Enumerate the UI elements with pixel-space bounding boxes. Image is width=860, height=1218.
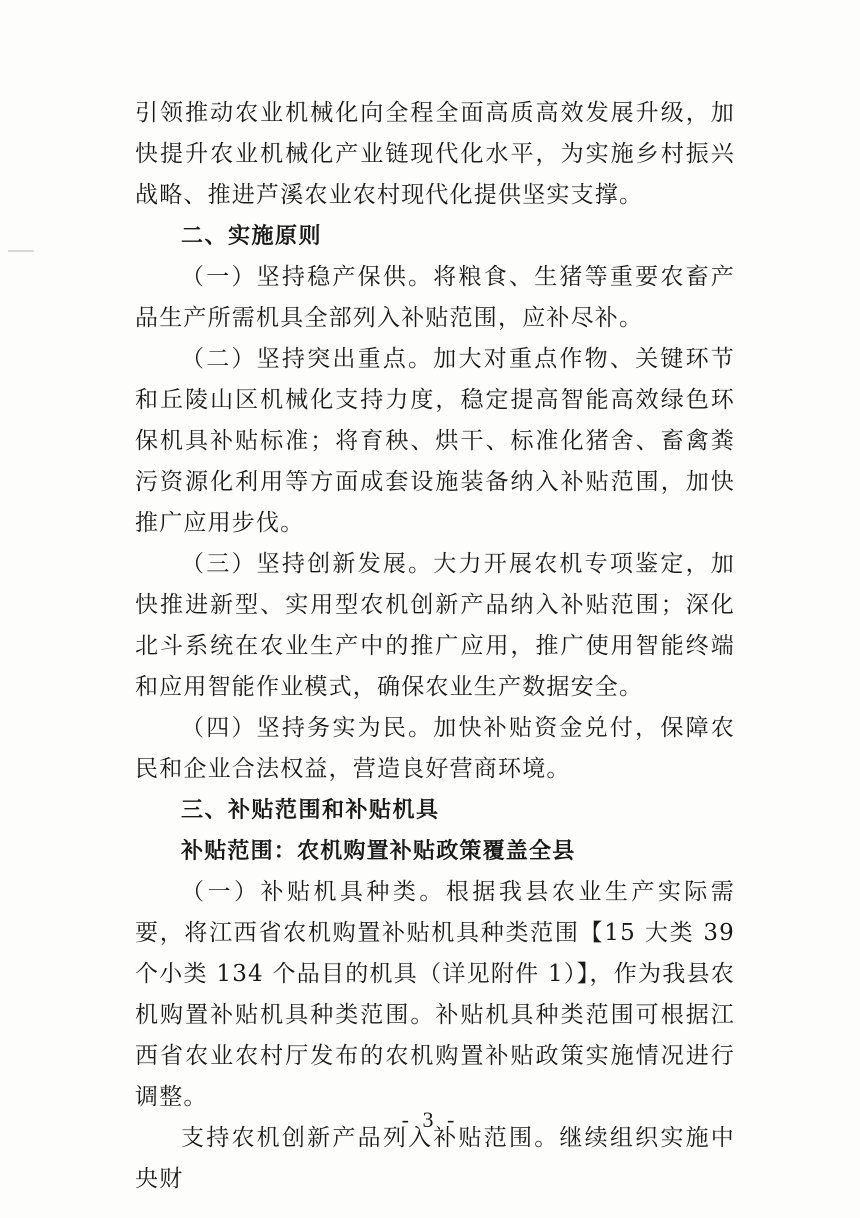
subheading-subsidy-coverage: 补贴范围：农机购置补贴政策覆盖全县: [181, 838, 576, 864]
paragraph-continuation: 引领推动农业机械化向全程全面高质高效发展升级，加快提升农业机械化产业链现代化水平，为实施乡村振兴战略、推进芦溪农业农村现代化提供坚实支撑。: [135, 100, 735, 208]
section-heading-principles: 二、实施原则: [181, 224, 323, 249]
paragraph-principle-4: （四）坚持务实为民。加快补贴资金兑付，保障农民和企业合法权益，营造良好营商环境。: [135, 715, 735, 782]
paragraph-principle-3: （三）坚持创新发展。大力开展农机专项鉴定，加快推进新型、实用型农机创新产品纳入补贴范围；深化北斗系统在农业生产中的推广应用，推广使用智能终端和应用智能作业模式，确保农业生产数据安全。: [135, 551, 735, 700]
paragraph-machinery-types: （一）补贴机具种类。根据我县农业生产实际需要，将江西省农机购置补贴机具种类范围【15 大类 39 个小类 134 个品目的机具（详见附件 1）】，作为我县农机购置补贴机具种类范围。补贴机具种类范围可根据江西省农业农村厅发布的农机购置补贴政策实施情况进行调整。: [135, 879, 735, 1110]
scan-artifact: [8, 250, 34, 252]
document-body: [135, 93, 735, 1200]
page-number: - 3 -: [401, 1107, 459, 1132]
paragraph-principle-1: （一）坚持稳产保供。将粮食、生猪等重要农畜产品生产所需机具全部列入补贴范围，应补尽补。: [135, 264, 735, 331]
paragraph-innovation-support: 支持农机创新产品列入补贴范围。继续组织实施中央财: [135, 1125, 735, 1192]
section-heading-subsidy-scope: 三、补贴范围和补贴机具: [181, 798, 440, 823]
paragraph-principle-2: （二）坚持突出重点。加大对重点作物、关键环节和丘陵山区机械化支持力度，稳定提高智能高效绿色环保机具补贴标准；将育秧、烘干、标准化猪舍、畜禽粪污资源化利用等方面成套设施装备纳入补贴范围，加快推广应用步伐。: [135, 346, 735, 536]
